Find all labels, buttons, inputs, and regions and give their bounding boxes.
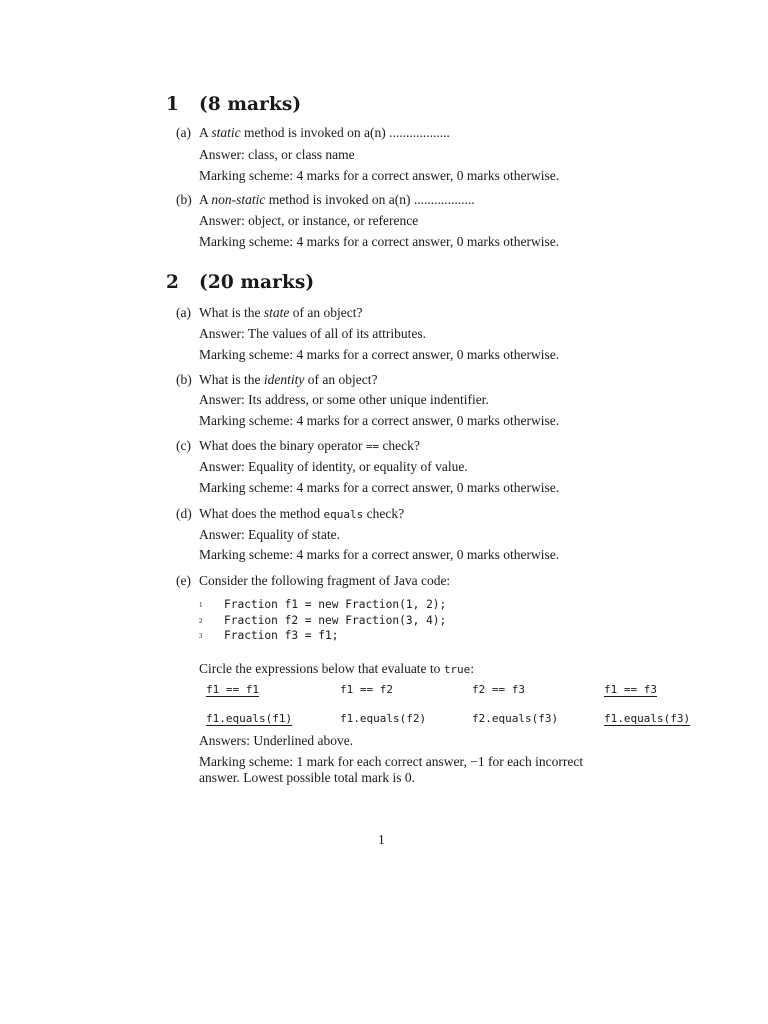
q1b-answer: Answer: object, or instance, or reference [199, 213, 419, 228]
q2c-question [199, 438, 420, 454]
q1a-question-em: static [211, 125, 241, 140]
code-line-text: Fraction f3 = f1; [224, 629, 339, 642]
q2c-label: (c) [176, 438, 191, 453]
q1b-marking: Marking scheme: 4 marks for a correct answer, 0 marks otherwise. [199, 234, 560, 249]
q1a-question-post: method is invoked on a(n) .................. [240, 125, 450, 140]
q1a-question [199, 125, 450, 141]
q2e-question: Consider the following fragment of Java code: [199, 573, 451, 588]
code-line [199, 598, 446, 611]
q2e-marking-line-1: Marking scheme: 1 mark for each correct answer, −1 for each incorrect [199, 754, 584, 769]
expression-r1-4: f1 == f3 [604, 683, 657, 696]
expression-r2-1: f1.equals(f1) [206, 712, 293, 725]
q2d-question-pre: What does the method [199, 506, 324, 521]
code-line [199, 614, 446, 627]
q1a-marking: Marking scheme: 4 marks for a correct answer, 0 marks otherwise. [199, 168, 560, 183]
q2b-question-pre: What is the [199, 372, 264, 387]
code-line-number: 2 [199, 617, 203, 625]
q2d-question [199, 506, 404, 522]
q2a-question-post: of an object? [289, 305, 363, 320]
expression-r2-4: f1.equals(f3) [604, 712, 691, 725]
expression-r1-2: f1 == f2 [340, 683, 393, 696]
code-line [199, 629, 339, 642]
q2e-marking-line-2: answer. Lowest possible total mark is 0. [199, 770, 415, 785]
q2b-question-em: identity [263, 372, 305, 387]
q1b-label: (b) [176, 192, 192, 207]
question-2-title: (20 marks) [199, 272, 315, 293]
question-1-number: 1 [166, 94, 179, 115]
q1b-question [199, 192, 475, 208]
question-1-title: (8 marks) [199, 94, 302, 115]
question-2-number: 2 [166, 272, 179, 293]
q2a-question-em: state [263, 305, 290, 320]
q1b-question-em: non-static [211, 192, 266, 207]
q2a-marking: Marking scheme: 4 marks for a correct answer, 0 marks otherwise. [199, 347, 560, 362]
q2d-question-post: check? [363, 506, 405, 521]
q2a-label: (a) [176, 305, 191, 320]
q1a-question-pre: A [199, 125, 212, 140]
q2a-question [199, 305, 362, 321]
q2a-question-pre: What is the [199, 305, 264, 320]
expression-r2-2: f1.equals(f2) [340, 712, 427, 725]
code-line-number: 1 [199, 601, 203, 609]
q2d-marking: Marking scheme: 4 marks for a correct answer, 0 marks otherwise. [199, 547, 560, 562]
q2b-answer: Answer: Its address, or some other unique indentifier. [199, 392, 489, 407]
q2d-answer: Answer: Equality of state. [199, 527, 340, 542]
expression-r1-3: f2 == f3 [472, 683, 525, 696]
code-line-text: Fraction f1 = new Fraction(1, 2); [224, 598, 447, 611]
question-1-heading [166, 94, 301, 115]
circle-instruction-post: : [470, 661, 475, 676]
circle-instruction [199, 661, 474, 677]
q2d-question-code: equals [323, 508, 364, 521]
expression-r2-3: f2.equals(f3) [472, 712, 559, 725]
q1a-answer: Answer: class, or class name [199, 147, 355, 162]
q2a-answer: Answer: The values of all of its attributes. [199, 326, 426, 341]
q2b-question-post: of an object? [304, 372, 378, 387]
code-line-text: Fraction f2 = new Fraction(3, 4); [224, 614, 447, 627]
q2c-question-code: == [365, 440, 380, 453]
code-line-number: 3 [199, 632, 203, 640]
q2e-answer: Answers: Underlined above. [199, 733, 354, 748]
q1b-question-pre: A [199, 192, 212, 207]
circle-instruction-pre: Circle the expressions below that evaluate to [199, 661, 444, 676]
expression-r1-1: f1 == f1 [206, 683, 259, 696]
q1b-question-post: method is invoked on a(n) .................. [265, 192, 475, 207]
q2c-marking: Marking scheme: 4 marks for a correct answer, 0 marks otherwise. [199, 480, 560, 495]
circle-instruction-code: true [443, 663, 471, 676]
q2b-question [199, 372, 377, 388]
q2c-question-post: check? [379, 438, 420, 453]
q2e-label: (e) [176, 573, 191, 588]
q2b-marking: Marking scheme: 4 marks for a correct answer, 0 marks otherwise. [199, 413, 560, 428]
q2c-answer: Answer: Equality of identity, or equality of value. [199, 459, 468, 474]
question-2-heading [166, 272, 314, 293]
q1a-label: (a) [176, 125, 191, 140]
page-number: 1 [378, 832, 385, 847]
q2d-label: (d) [176, 506, 192, 521]
q2b-label: (b) [176, 372, 192, 387]
q2c-question-pre: What does the binary operator [199, 438, 366, 453]
